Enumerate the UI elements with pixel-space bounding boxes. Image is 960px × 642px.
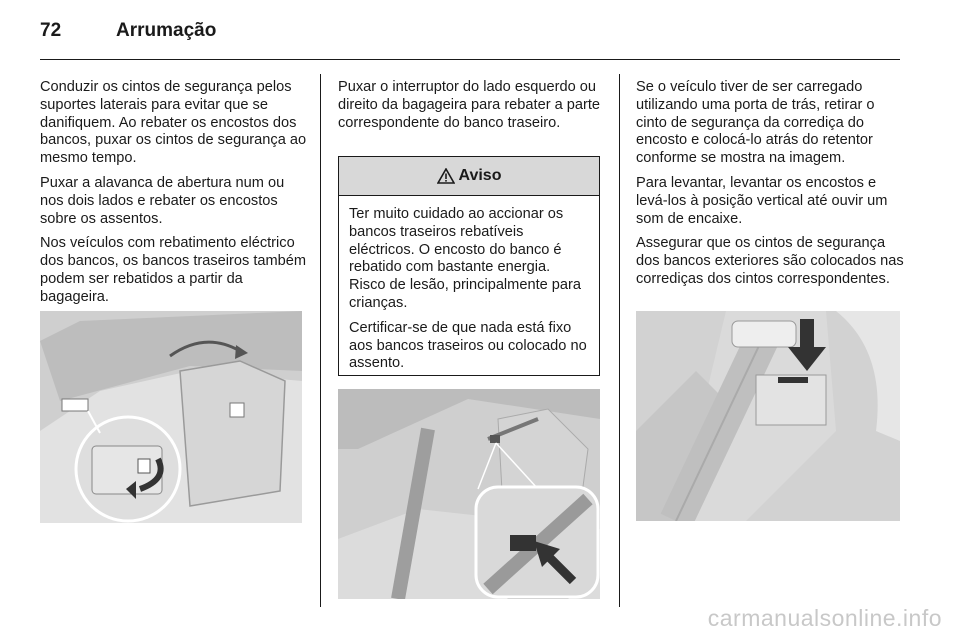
warning-body (339, 196, 599, 373)
warning-box (338, 156, 600, 376)
column-divider-1 (320, 74, 321, 607)
page-number: 72 (40, 20, 62, 41)
paragraph: Assegurar que os cintos de segurança dos bancos exteriores são colocados nas corrediças dos cintos correspondentes. (636, 235, 904, 287)
figure-trunk-switch (338, 389, 600, 599)
warning-paragraph: Certificar-se de que nada está fixo aos bancos traseiros ou colocado no assento. (349, 319, 587, 372)
warning-paragraph: Ter muito cuidado ao accionar os bancos traseiros rebatíveis eléctricos. O encosto do banco é rebatido com bastante energia. Risco de lesão, principalmente para crianças. (349, 206, 582, 311)
warning-header (339, 157, 599, 196)
watermark: carmanualsonline.info (707, 605, 942, 631)
trunk-switch-illustration (338, 389, 600, 599)
figure-seatbelt-retainer (636, 311, 900, 521)
paragraph: Nos veículos com rebatimento eléctrico dos bancos, os bancos traseiros também podem ser rebatidos a partir da bagageira. (40, 235, 307, 305)
page-title: Arrumação (116, 20, 217, 41)
seatbelt-retainer-illustration (636, 311, 900, 521)
column-1 (40, 79, 308, 314)
column-divider-2 (619, 74, 620, 607)
paragraph: Se o veículo tiver de ser carregado utilizando uma porta de trás, retirar o cinto de segurança da corrediça do encosto e colocá-lo atrás do retentor conforme se mostra na imagem. (636, 79, 875, 167)
paragraph: Puxar a alavanca de abertura num ou nos dois lados e rebater os encostos sobre os assentos. (40, 174, 285, 227)
header-rule (40, 59, 900, 60)
paragraph: Puxar o interruptor do lado esquerdo ou direito da bagageira para rebater a parte correspondente do banco traseiro. (338, 79, 601, 131)
warning-title: Aviso (458, 167, 502, 184)
column-3 (636, 79, 904, 296)
paragraph: Conduzir os cintos de segurança pelos suportes laterais para evitar que se danifiquem. Ao rebater os encostos dos bancos, puxar os cintos de segurança ao mesmo tempo. (40, 79, 307, 167)
figure-trunk-release-lever (40, 311, 302, 523)
column-2 (338, 79, 606, 139)
trunk-lever-illustration (40, 311, 302, 523)
paragraph: Para levantar, levantar os encostos e levá-los à posição vertical até ouvir um som de encaixe. (636, 174, 888, 227)
warning-triangle-icon (437, 168, 455, 184)
